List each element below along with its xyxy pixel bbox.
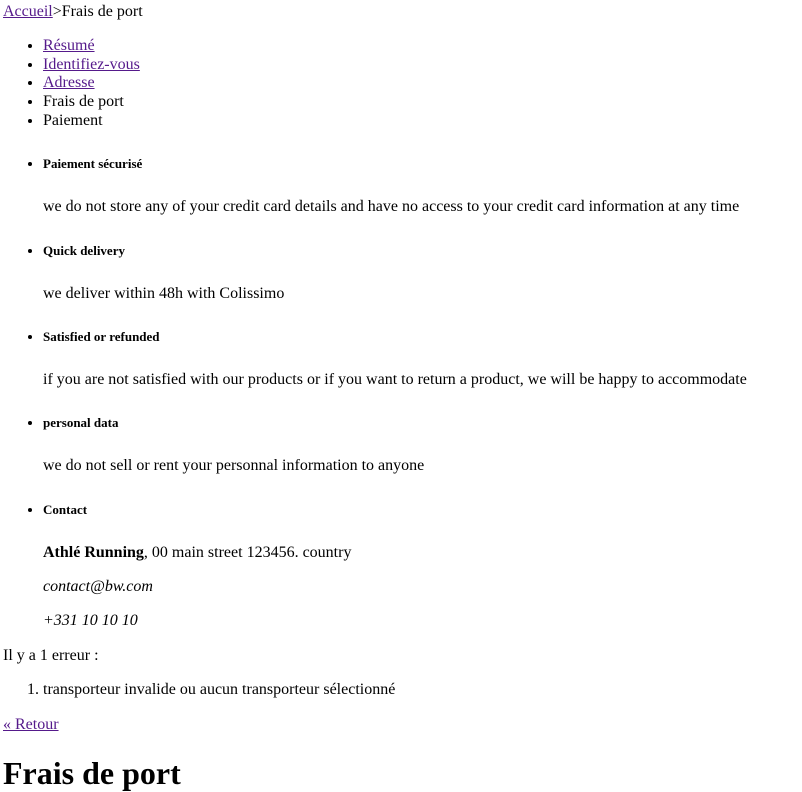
contact-address-rest: , 00 main street 123456. country <box>143 543 352 561</box>
reassurance-title: • Quick delivery <box>43 242 125 258</box>
reassurance-item-secure-payment <box>43 155 802 216</box>
reassurance-title: • personal data <box>43 415 119 431</box>
step-address <box>43 74 802 93</box>
step-login <box>43 56 802 75</box>
breadcrumb <box>3 3 802 21</box>
step-shipping-label: Frais de port <box>43 93 124 111</box>
reassurance-item-quick-delivery <box>43 242 802 303</box>
breadcrumb-separator: > <box>52 3 62 20</box>
error-block <box>3 647 802 700</box>
step-payment-label: Paiement <box>43 111 103 129</box>
step-login-link[interactable]: Identifiez-vous <box>43 55 140 73</box>
back-link-wrap <box>3 716 802 734</box>
page-title: Frais de port <box>3 755 181 792</box>
reassurance-title: • Satisfied or refunded <box>43 328 160 344</box>
error-intro: Il y a 1 erreur : <box>3 646 99 664</box>
step-shipping <box>43 93 802 112</box>
contact-company-name: Athlé Running <box>43 543 144 561</box>
step-summary-link[interactable]: Résumé <box>43 37 95 55</box>
back-link[interactable]: « Retour <box>3 715 59 733</box>
step-payment <box>43 112 802 131</box>
reassurance-item-personal-data <box>43 414 802 475</box>
reassurance-text: we do not sell or rent your personnal information to anyone <box>43 457 425 475</box>
reassurance-item-satisfied-refunded <box>43 328 802 389</box>
error-item: 1. transporteur invalide ou aucun transporteur sélectionné <box>43 681 802 699</box>
error-list <box>3 681 802 699</box>
step-address-link[interactable]: Adresse <box>43 74 95 92</box>
breadcrumb-home-link[interactable]: Accueil <box>3 3 53 20</box>
reassurance-text: if you are not satisfied with our products or if you want to return a product, we will be happy to accommodate <box>43 370 747 388</box>
contact-address-line <box>43 544 802 562</box>
reassurance-text: we do not store any of your credit card details and have no access to your credit card information at any time <box>43 198 740 216</box>
contact-email: contact@bw.com <box>43 578 153 596</box>
contact-phone: +331 10 10 10 <box>43 612 138 630</box>
reassurance-title: • Paiement sécurisé <box>43 156 143 172</box>
checkout-steps-list <box>3 37 802 130</box>
breadcrumb-current: Frais de port <box>61 3 143 20</box>
reassurance-list <box>3 155 802 631</box>
contact-title: • Contact <box>43 501 88 517</box>
step-summary <box>43 37 802 56</box>
reassurance-text: we deliver within 48h with Colissimo <box>43 284 285 302</box>
reassurance-item-contact <box>43 501 802 631</box>
